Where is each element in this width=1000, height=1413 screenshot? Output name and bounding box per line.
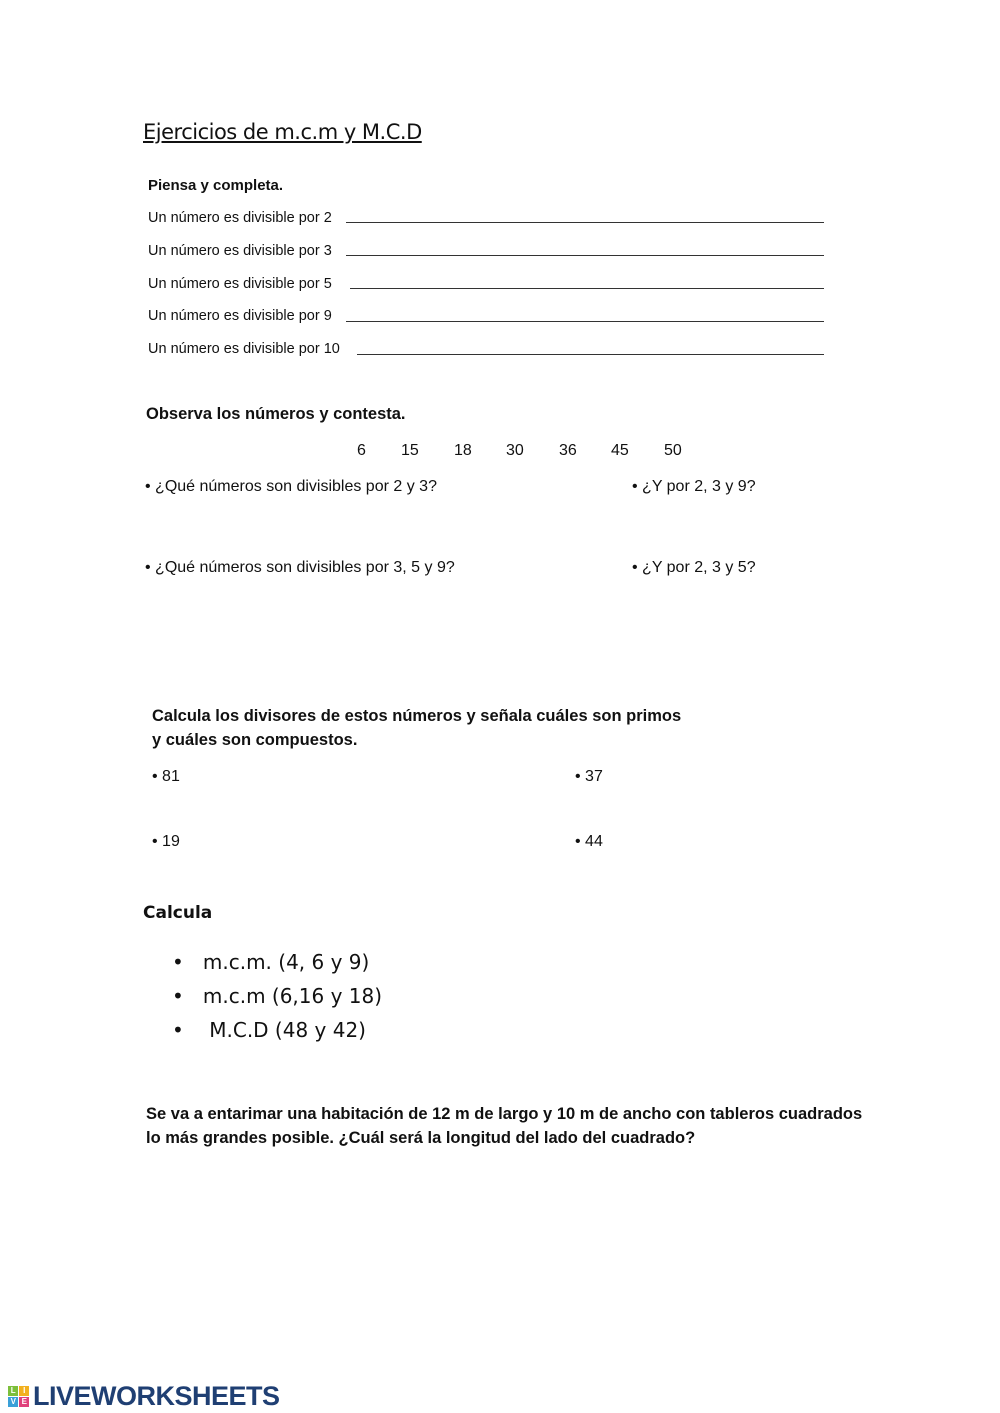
number: 50 xyxy=(664,442,682,459)
section3-heading-1: Calcula los divisores de estos números y señala cuáles son primos xyxy=(152,707,682,725)
badge-letter: E xyxy=(19,1397,29,1407)
liveworksheets-logo xyxy=(8,1381,280,1412)
question: • ¿Y por 2, 3 y 9? xyxy=(632,478,756,495)
logo-text: LIVEWORKSHEETS xyxy=(33,1381,280,1411)
logo-badge-icon xyxy=(8,1386,29,1407)
calc-text: m.c.m. (4, 6 y 9) xyxy=(202,950,370,974)
badge-letter: I xyxy=(19,1386,29,1396)
statement-10: Un número es divisible por 10 xyxy=(148,341,340,357)
section1-heading: Piensa y completa. xyxy=(148,177,284,194)
statement-5: Un número es divisible por 5 xyxy=(148,276,332,292)
question: • ¿Qué números son divisibles por 3, 5 y 9? xyxy=(145,559,455,576)
statement-2: Un número es divisible por 2 xyxy=(148,210,332,226)
number: 45 xyxy=(611,442,629,459)
problem-line-1: Se va a entarimar una habitación de 12 m de largo y 10 m de ancho con tableros cuadrados xyxy=(146,1105,863,1123)
section3-heading-2: y cuáles son compuestos. xyxy=(152,731,358,749)
problem-line-2: lo más grandes posible. ¿Cuál será la longitud del lado del cuadrado? xyxy=(146,1129,696,1147)
calc-item: • m.c.m (6,16 y 18) xyxy=(172,984,383,1008)
question: • ¿Qué números son divisibles por 2 y 3? xyxy=(145,478,437,495)
answer-line-2[interactable] xyxy=(346,222,824,223)
divisor-item: • 37 xyxy=(575,768,603,785)
divisor-item: • 81 xyxy=(152,768,180,785)
answer-line-9[interactable] xyxy=(346,321,824,322)
answer-line-3[interactable] xyxy=(346,255,824,256)
calc-text: M.C.D (48 y 42) xyxy=(209,1018,366,1042)
number: 30 xyxy=(506,442,524,459)
section4-heading: Calcula xyxy=(143,903,213,923)
calc-item: • m.c.m. (4, 6 y 9) xyxy=(172,950,370,974)
divisor-item: • 19 xyxy=(152,833,180,850)
answer-line-10[interactable] xyxy=(357,354,824,355)
number: 18 xyxy=(454,442,472,459)
question: • ¿Y por 2, 3 y 5? xyxy=(632,559,756,576)
number: 36 xyxy=(559,442,577,459)
calc-text: m.c.m (6,16 y 18) xyxy=(202,984,383,1008)
calc-item: • M.C.D (48 y 42) xyxy=(172,1018,366,1042)
divisor-item: • 44 xyxy=(575,833,603,850)
section2-heading: Observa los números y contesta. xyxy=(146,405,406,423)
answer-line-5[interactable] xyxy=(350,288,824,289)
page-title: Ejercicios de m.c.m y M.C.D xyxy=(143,120,422,144)
badge-letter: V xyxy=(8,1397,18,1407)
number: 15 xyxy=(401,442,419,459)
statement-3: Un número es divisible por 3 xyxy=(148,243,332,259)
statement-9: Un número es divisible por 9 xyxy=(148,308,332,324)
badge-letter: L xyxy=(8,1386,18,1396)
number: 6 xyxy=(357,442,366,459)
